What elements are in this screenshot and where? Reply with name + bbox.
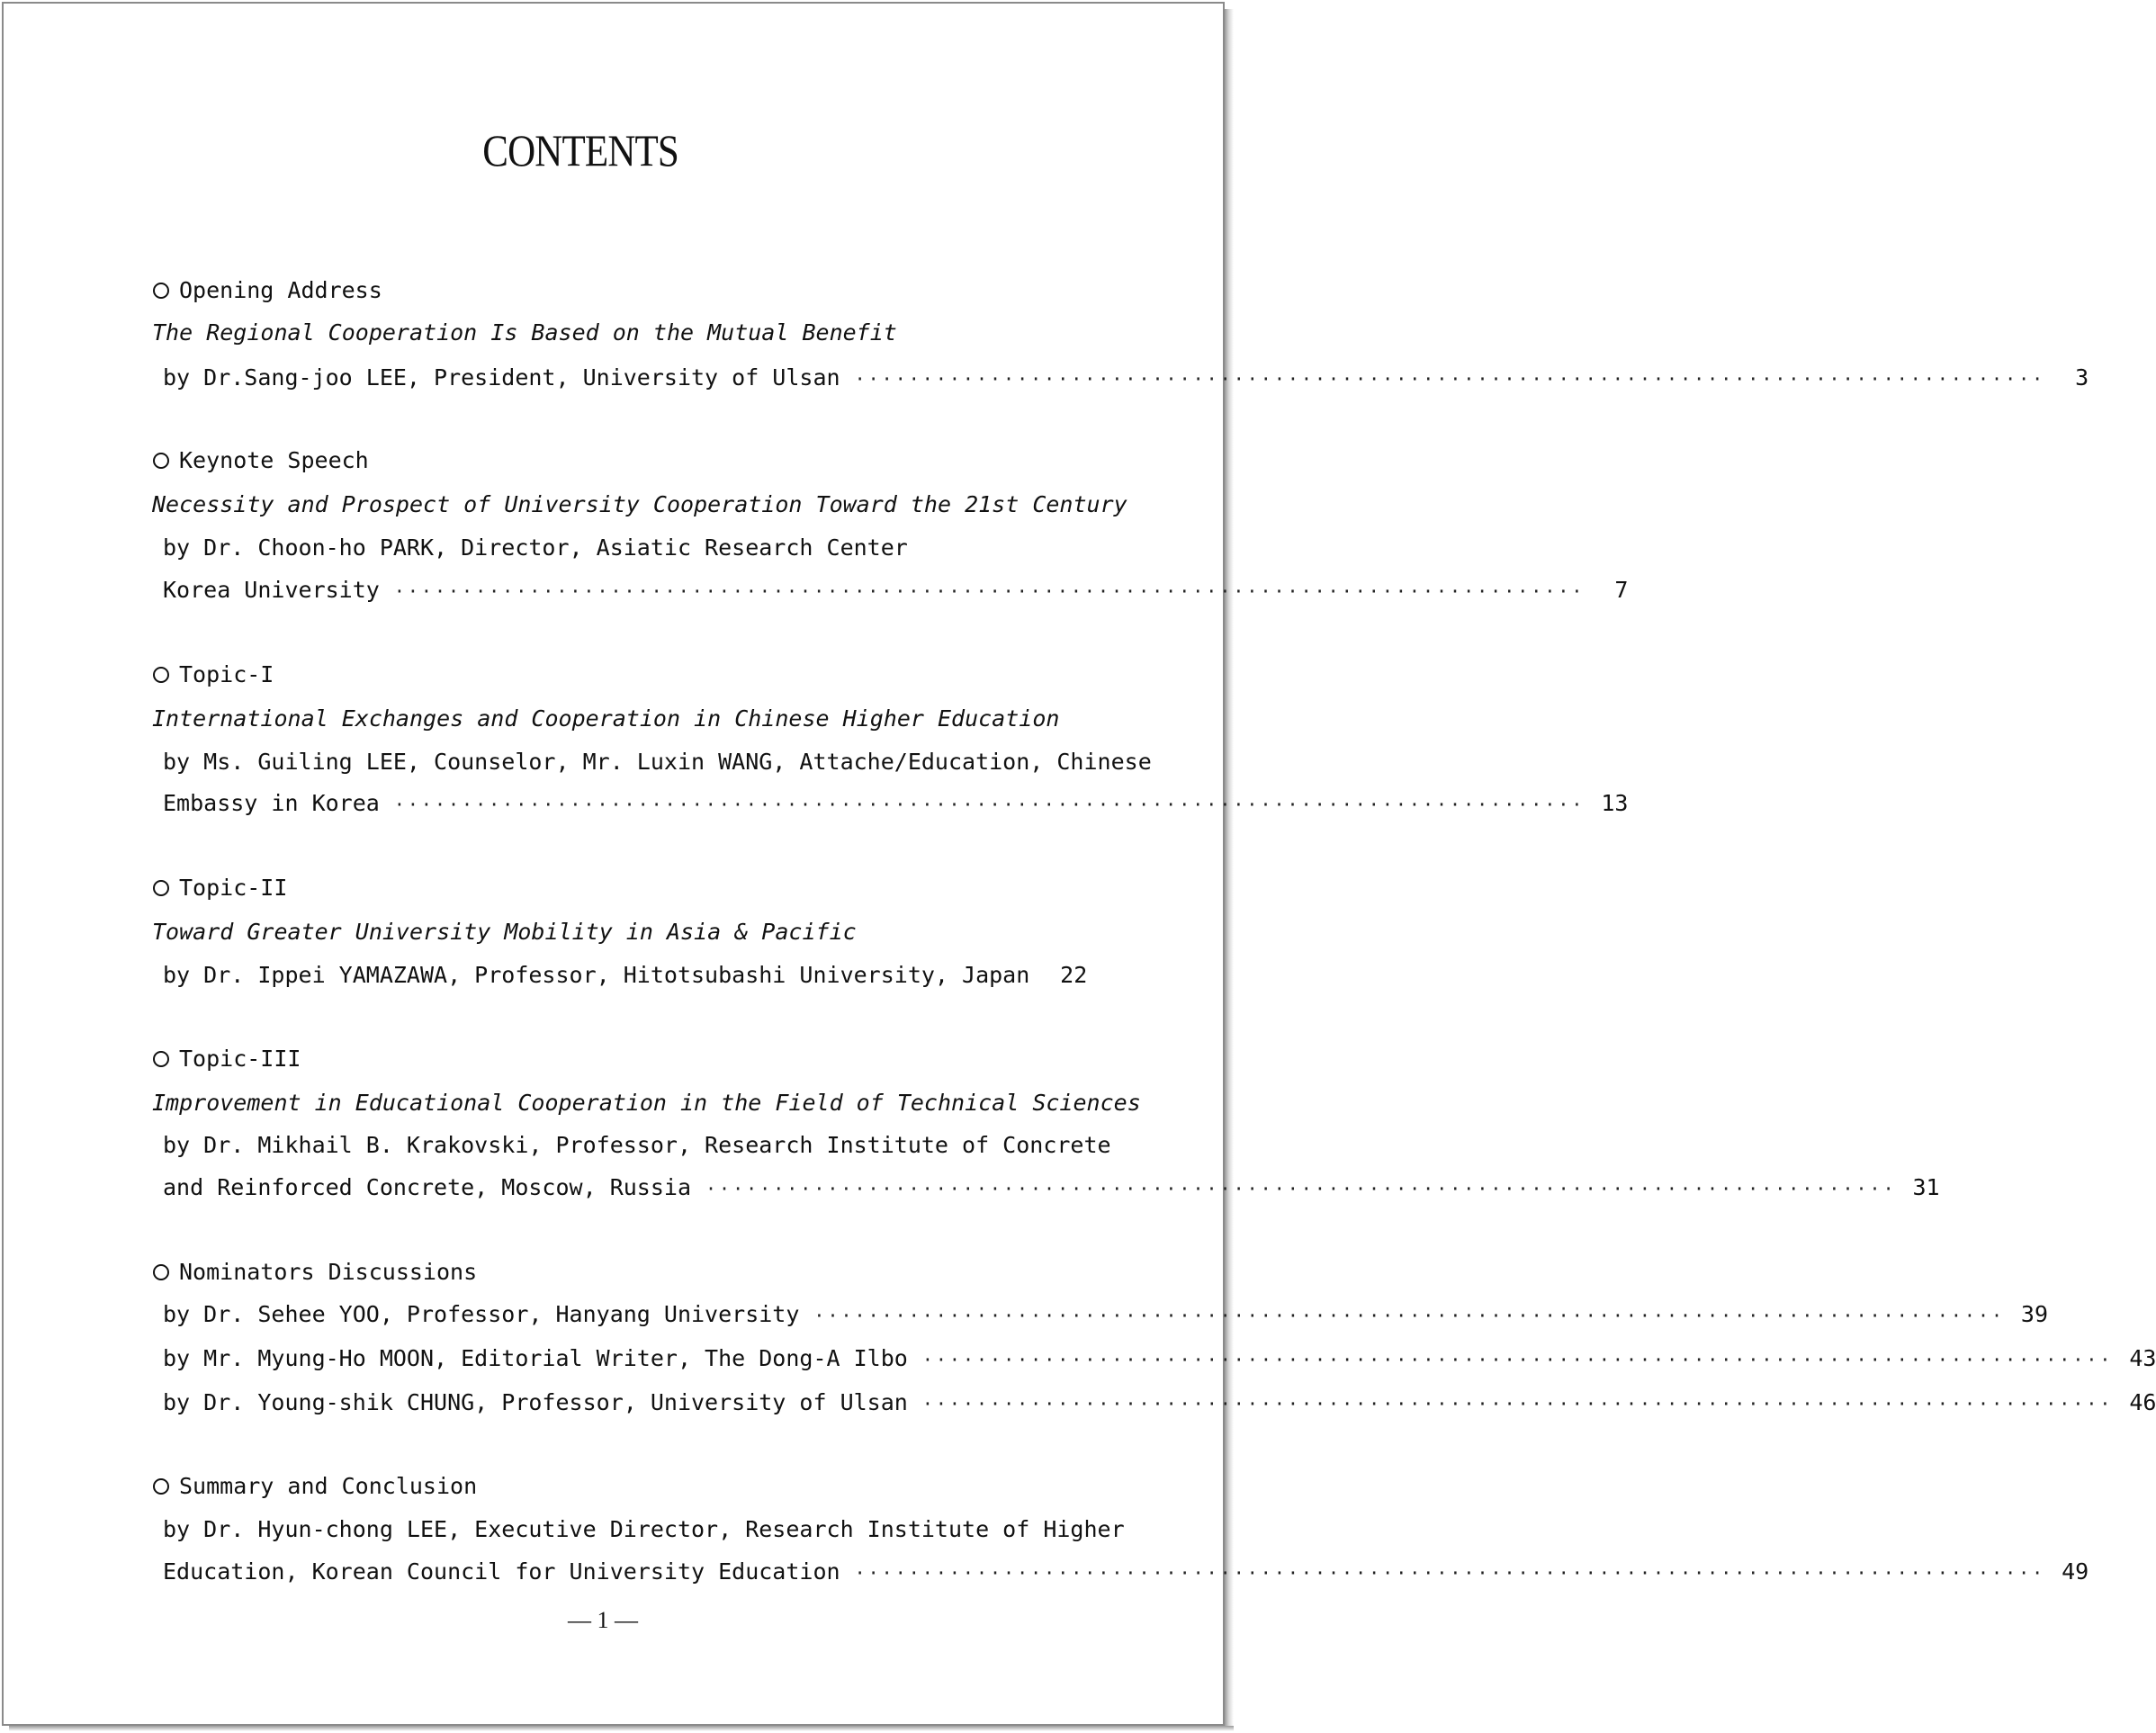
toc-entry xyxy=(163,360,2089,396)
toc-entry-text: Embassy in Korea xyxy=(163,790,380,816)
toc-entry xyxy=(163,1341,2156,1377)
toc-page-number: 43 xyxy=(2129,1345,2156,1371)
toc-page-number: 31 xyxy=(1912,1174,1940,1200)
section-heading-label: Nominators Discussions xyxy=(179,1259,478,1285)
circle-bullet-icon xyxy=(153,880,169,896)
toc-entry xyxy=(163,1170,1940,1206)
toc-entry-text: by Dr. Choon-ho PARK, Director, Asiatic Research Center xyxy=(163,534,908,561)
section-subtitle: International Exchanges and Cooperation in Chinese Higher Education xyxy=(152,705,1060,732)
toc-entry-text: by Dr. Ippei YAMAZAWA, Professor, Hitotsubashi University, Japan xyxy=(163,962,1030,988)
toc-entry-text: by Mr. Myung-Ho MOON, Editorial Writer, The Dong-A Ilbo xyxy=(163,1345,908,1371)
section-heading-topic-3 xyxy=(153,1041,301,1077)
dot-leader: ························································································ xyxy=(813,1305,2006,1326)
section-heading-keynote-speech xyxy=(153,443,369,479)
circle-bullet-icon xyxy=(153,667,169,683)
section-heading-label: Summary and Conclusion xyxy=(179,1473,478,1499)
toc-entry xyxy=(163,1554,2089,1590)
circle-bullet-icon xyxy=(153,1051,169,1067)
toc-entry xyxy=(163,1297,2049,1333)
dot-leader: ························································································ xyxy=(854,1562,2046,1584)
section-heading-topic-1 xyxy=(153,657,274,693)
section-heading-topic-2 xyxy=(153,870,287,906)
dot-leader: ························································································ xyxy=(393,580,1586,602)
section-subtitle: Improvement in Educational Cooperation in the Field of Technical Sciences xyxy=(152,1090,1141,1116)
circle-bullet-icon xyxy=(153,453,169,469)
toc-entry xyxy=(163,957,1088,993)
toc-entry-text: and Reinforced Concrete, Moscow, Russia xyxy=(163,1174,691,1200)
toc-entry-text: by Ms. Guiling LEE, Counselor, Mr. Luxin WANG, Attache/Education, Chinese xyxy=(163,749,1152,775)
toc-entry-text: Korea University xyxy=(163,577,380,603)
toc-page-number: 22 xyxy=(1060,962,1088,988)
section-subtitle: Necessity and Prospect of University Cooperation Toward the 21st Century xyxy=(152,491,1127,517)
section-subtitle: The Regional Cooperation Is Based on the Mutual Benefit xyxy=(152,319,897,346)
toc-page-number: 13 xyxy=(1601,790,1629,816)
circle-bullet-icon xyxy=(153,283,169,299)
toc-entry xyxy=(163,572,1629,608)
section-heading-opening-address xyxy=(153,273,382,309)
dot-leader: ························································································ xyxy=(921,1349,2114,1370)
page-edge-shadow-bottom xyxy=(9,1726,1234,1731)
toc-entry-text: by Dr.Sang-joo LEE, President, University of Ulsan xyxy=(163,364,840,391)
dot-leader: ························································································ xyxy=(705,1178,1897,1199)
page-number-footer: — 1 — xyxy=(568,1607,638,1633)
section-heading-label: Opening Address xyxy=(179,277,382,303)
toc-entry-text: by Dr. Hyun-chong LEE, Executive Director, Research Institute of Higher xyxy=(163,1516,1125,1542)
section-heading-nominators-discussions xyxy=(153,1254,477,1290)
document-page xyxy=(2,2,1225,1726)
page-edge-shadow-right xyxy=(1225,9,1234,1729)
toc-page-number: 49 xyxy=(2062,1558,2089,1585)
circle-bullet-icon xyxy=(153,1478,169,1495)
toc-entry xyxy=(163,1385,2156,1421)
toc-page-number: 3 xyxy=(2075,364,2089,391)
section-heading-summary-and-conclusion xyxy=(153,1468,477,1504)
toc-entry-text: by Dr. Mikhail B. Krakovski, Professor, Research Institute of Concrete xyxy=(163,1132,1111,1158)
circle-bullet-icon xyxy=(153,1264,169,1280)
toc-page-number: 7 xyxy=(1614,577,1629,603)
dot-leader: ························································································ xyxy=(393,794,1586,815)
section-heading-label: Topic-II xyxy=(179,875,288,901)
section-heading-label: Topic-I xyxy=(179,661,274,687)
toc-entry-text: by Dr. Young-shik CHUNG, Professor, University of Ulsan xyxy=(163,1389,908,1415)
section-heading-label: Topic-III xyxy=(179,1046,301,1072)
section-subtitle: Toward Greater University Mobility in Asia & Pacific xyxy=(152,919,857,945)
dot-leader: ························································································ xyxy=(921,1393,2114,1414)
toc-page-number: 39 xyxy=(2020,1301,2049,1327)
dot-leader: ························································································ xyxy=(854,368,2046,390)
section-heading-label: Keynote Speech xyxy=(179,447,369,473)
toc-entry xyxy=(163,786,1629,822)
toc-entry-text: by Dr. Sehee YOO, Professor, Hanyang University xyxy=(163,1301,800,1327)
toc-page-number: 46 xyxy=(2129,1389,2156,1415)
toc-entry-text: Education, Korean Council for University Education xyxy=(163,1558,840,1585)
page-title: CONTENTS xyxy=(482,125,678,175)
